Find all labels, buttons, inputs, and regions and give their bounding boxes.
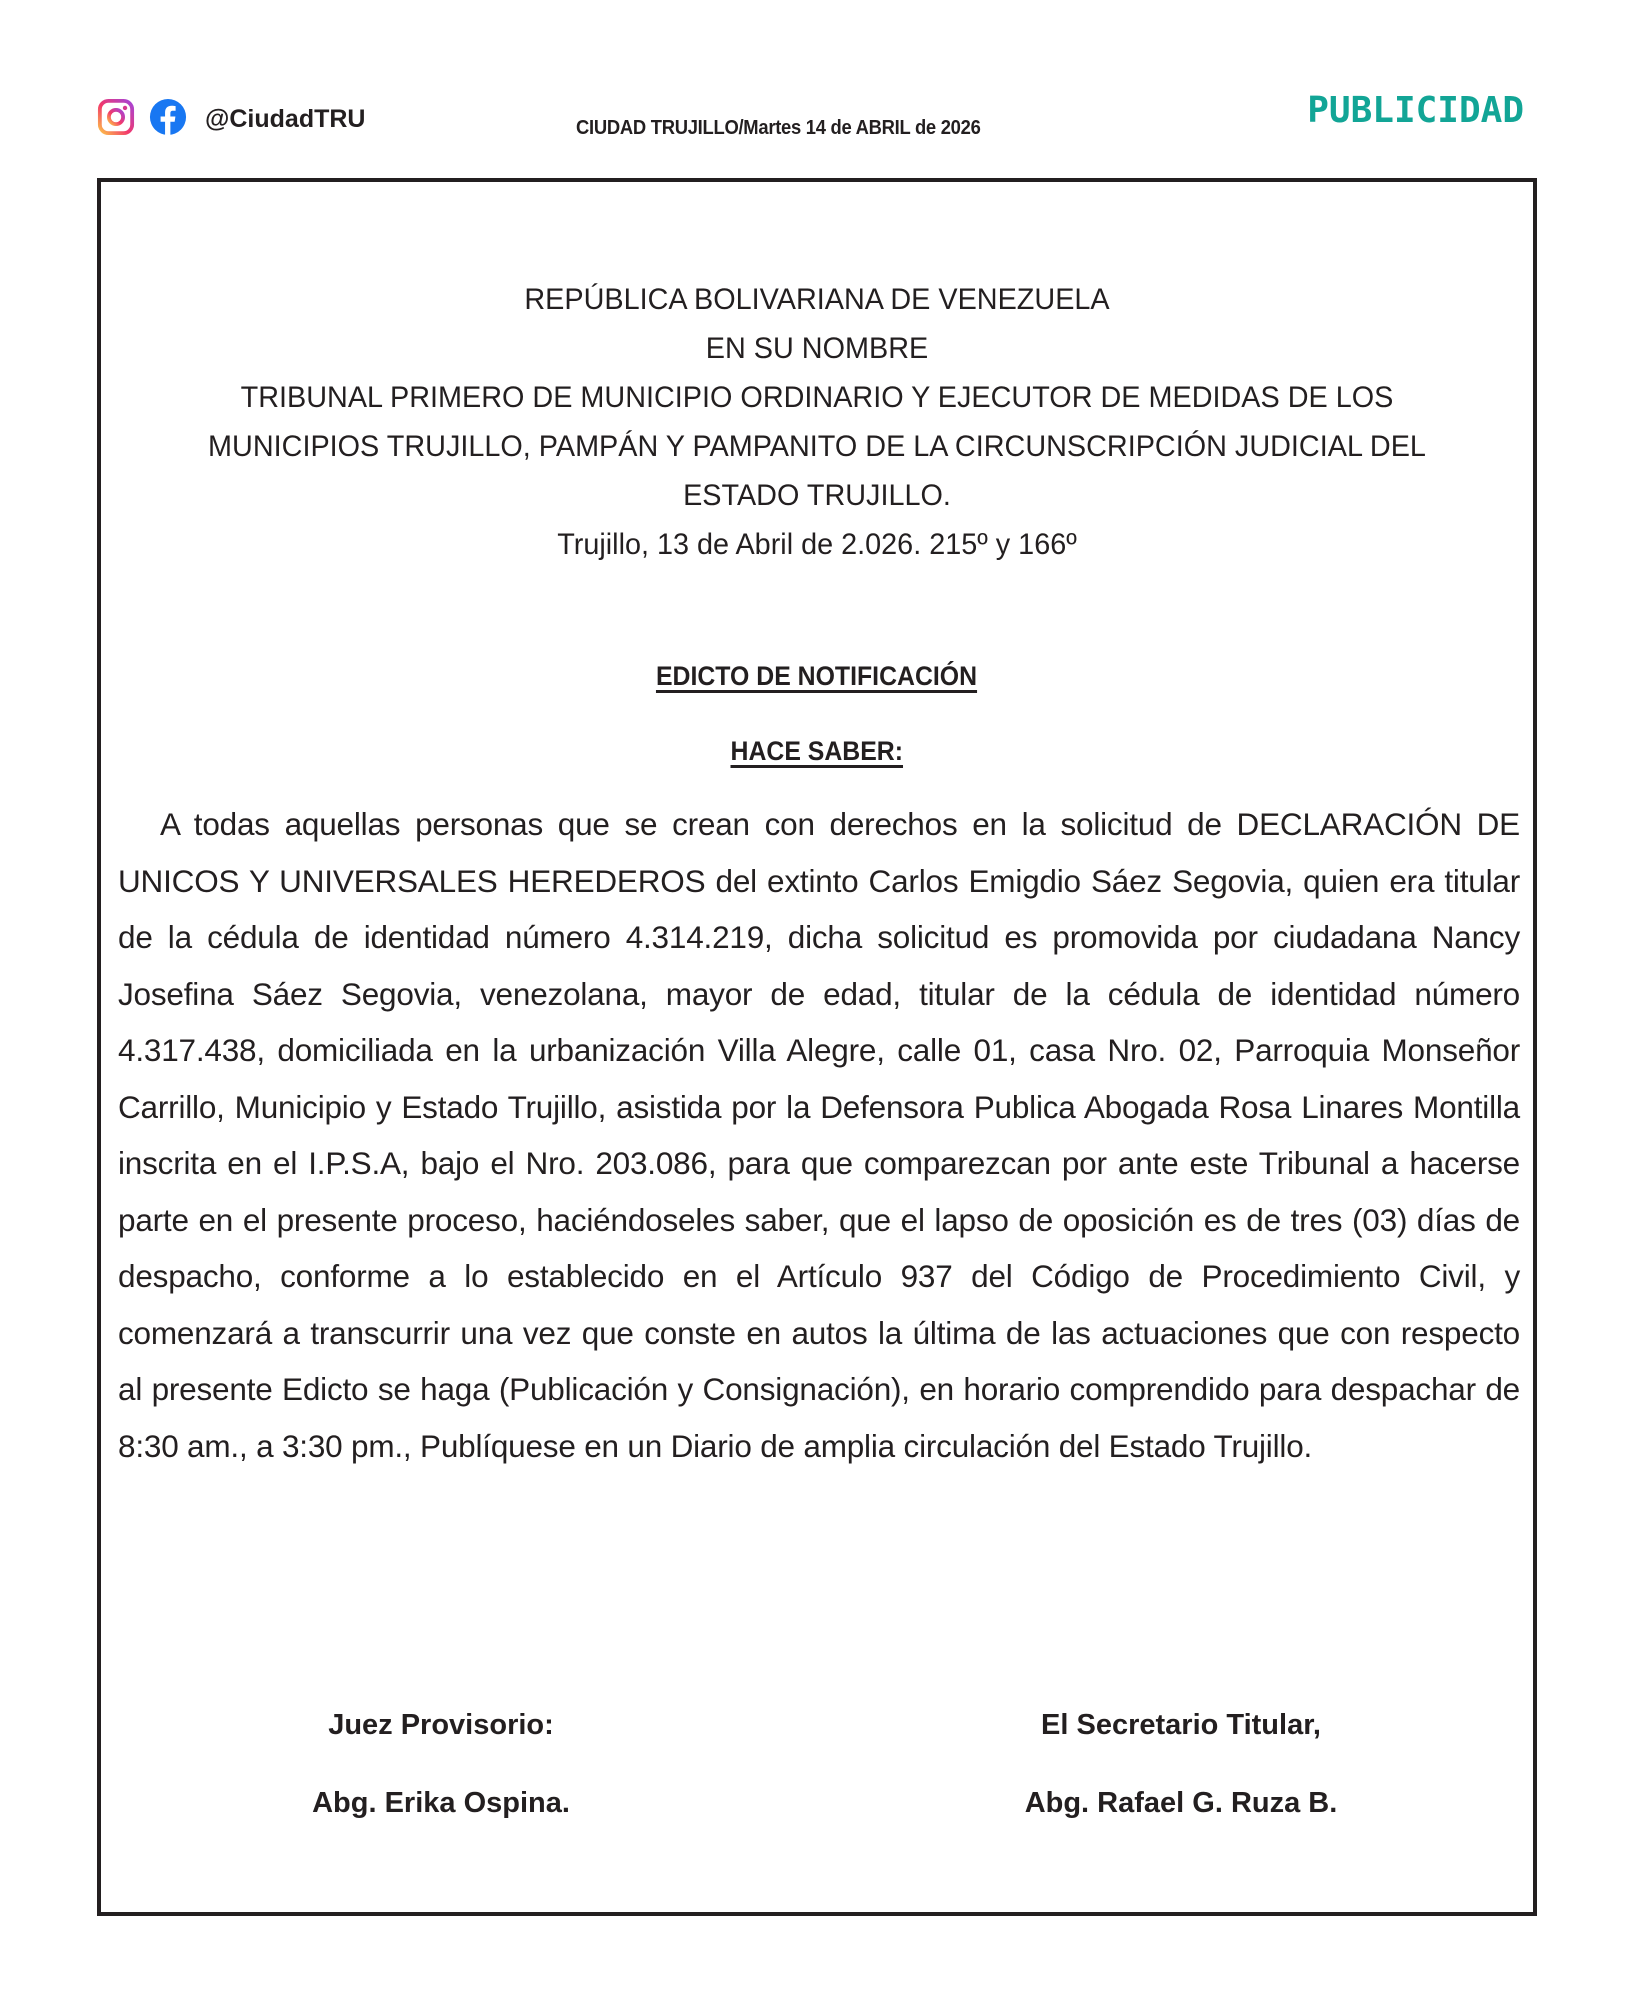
heading-line: ESTADO TRUJILLO. (683, 479, 951, 512)
social-handle: @CiudadTRU (205, 104, 366, 133)
document-heading (101, 275, 1533, 569)
page-header (0, 0, 1634, 170)
document-title-text: EDICTO DE NOTIFICACIÓN (656, 661, 978, 691)
secretary-role: El Secretario Titular, (1041, 1709, 1321, 1741)
judge-name: Abg. Erika Ospina. (312, 1787, 570, 1819)
social-bar (97, 98, 365, 136)
edict-frame (97, 178, 1537, 1916)
heading-date: Trujillo, 13 de Abril de 2.026. 215º y 166º (557, 528, 1077, 561)
document-subtitle-text: HACE SABER: (730, 736, 904, 766)
facebook-icon[interactable] (149, 98, 187, 136)
document-title (101, 661, 1533, 692)
heading-line: REPÚBLICA BOLIVARIANA DE VENEZUELA (524, 283, 1110, 316)
heading-line: MUNICIPIOS TRUJILLO, PAMPÁN Y PAMPANITO DE LA CIRCUNSCRIPCIÓN JUDICIAL DEL (208, 430, 1426, 463)
judge-role: Juez Provisorio: (328, 1709, 554, 1741)
secretary-name: Abg. Rafael G. Ruza B. (1024, 1787, 1338, 1819)
heading-line: EN SU NOMBRE (705, 332, 929, 365)
instagram-icon[interactable] (97, 98, 135, 136)
dateline: CIUDAD TRUJILLO/Martes 14 de ABRIL de 2026 (576, 117, 981, 139)
edict-body: A todas aquellas personas que se crean con derechos en la solicitud de DECLARACIÓN DE UNICOS Y UNIVERSALES HEREDEROS del extinto Carlos Emigdio Sáez Segovia, quien era titular de la cédula de identidad número 4.314.219, dicha solicitud es promovida por ciudadana Nancy Josefina Sáez Segovia, venezolana, mayor de edad, titular de la cédula de identidad número 4.317.438, domiciliada en la urbanización Villa Alegre, calle 01, casa Nro. 02, Parroquia Monseñor Carrillo, Municipio y Estado Trujillo, asistida por la Defensora Publica Abogada Rosa Linares Montilla inscrita en el I.P.S.A, bajo el Nro. 203.086, para que comparezcan por ante este Tribunal a hacerse parte en el presente proceso, haciéndoseles saber, que el lapso de oposición es de tres (03) días de despacho, conforme a lo establecido en el Artículo 937 del Código de Procedimiento Civil, y comenzará a transcurrir una vez que conste en autos la última de las actuaciones que con respecto al presente Edicto se haga (Publicación y Consignación), en horario comprendido para despachar de 8:30 am., a 3:30 pm., Publíquese en un Diario de amplia circulación del Estado Trujillo. (118, 806, 1520, 1464)
heading-line: TRIBUNAL PRIMERO DE MUNICIPIO ORDINARIO Y EJECUTOR DE MEDIDAS DE LOS (240, 381, 1394, 414)
document-subtitle (101, 736, 1533, 767)
section-label: PUBLICIDAD (1307, 90, 1524, 131)
